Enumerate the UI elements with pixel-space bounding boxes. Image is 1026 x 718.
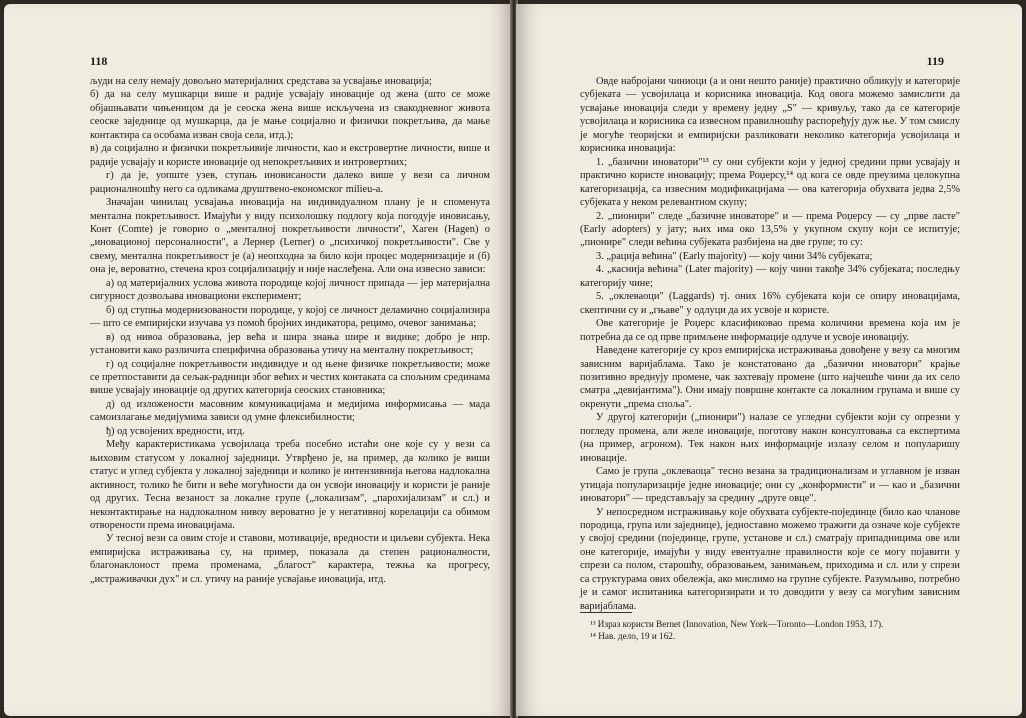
footnote-divider: [580, 612, 632, 613]
right-page: [516, 4, 1022, 716]
paragraph: 2. „пионири" следе „базичне иноваторе" и — према Роџерсу — су „прве ласте" (Early adopters) у јату; њих има око 13,5% у укупном скупу који се испитује; „пионире" следи већина субјеката разбијена на две групе; то су:: [580, 210, 960, 249]
paragraph: б) да на селу мушкарци више и радије усвајају иновације од жена (што се може објашњавати чињеницом да је сеоска жена више искључена из свакодневног живота сеоске заједнице од мушкарца, да је мање социјално и физички покретљива, да мање контактира са особама изван своја села, итд.);: [90, 89, 490, 141]
paragraph: У другој категорији („пионири") налазе се угледни субјекти који су опрезни у погледу промена, али желе иновације, поготову након консултовања са експертима (на пример, агроном). Тек након њих информације излазу селом и популаришу иновације.: [580, 412, 960, 464]
paragraph: Ове категорије је Роџерс класификовао према количини времена која им је потребна да се од прве примљене информације одлуче и усвоје иновацију.: [580, 318, 960, 343]
left-page: [4, 4, 512, 716]
paragraph: д) од изложености масовним комуникацијама и медијима информисања — мада самоизлагање медијумима зависи од умне флексибилности;: [90, 398, 490, 424]
paragraph: У тесној вези са овим стоје и ставови, мотивације, вредности и циљеви субјекта. Нека емпиријска истраживања су, на пример, показала да степен рационалности, благонаклоност према променама, „благост" карактера, тежња ка прогресу, „истраживачки дух" и сл. утичу на раније усвајање иновација, итд.: [90, 533, 490, 585]
paragraph: 5. „оклеваоци" (Laggards) тј. оних 16% субјеката који се опиру иновацијама, скептични су и „гњаве" у одлуци да их усвоје и користе.: [580, 291, 960, 316]
paragraph: 4. „каснија већина" (Later majority) — коју чини такође 34% субјеката; последњу категорију чине;: [580, 264, 960, 289]
paragraph: г) од социјалне покретљивости индивидуе и од њене физичке покретљивости; може се претпоставити да сељак-радници због већих и честих контаката са спољним срединама више усвајају иновације од других категорија сеоских становника;: [90, 358, 490, 397]
paragraph: 1. „базични иноватори"¹³ су они субјекти који у једној средини први усвајају и практично користе иновацију; према Роџерсу,¹⁴ од кога се овде преузима целокупна категоризација, са извесним модификацијама — ова категорија обухвата једва 2,5% субјеката у неком релевантном скупу;: [580, 156, 960, 209]
paragraph: Значајан чинилац усвајања иновација на индивидуалном плану је и споменута ментална покретљивост. Имајући у виду психолошку подлогу која погодује иновисању, Конт (Comte) је говорио о „менталној покретљивости личности", Хаген (Hagen) о „иновационој персоналности", а Лернер (Lerner) о „психичкој покретљивости". Све у свему, ментална покретљивост је (а) неопходна за било који процес модернизације и (б) она је, вероватно, стечена кроз социјализацију и није наслеђена. Али она извесно зависи:: [90, 197, 490, 276]
paragraph: људи на селу немају довољно материјалних средстава за усвајање иновација;: [90, 76, 432, 87]
paragraph: У непосредном истраживању које обухвата субјекте-појединце (било као чланове породица, група или заједнице), једноставно можемо тражити да означе које субјекте у својој средини (појединце, групе, установе и сл.) сматрају припадницима ове или оне категорије, имајући у виду евентуалне правилности које се могу појавити у спрези са полом, старошћу, образовањем, занимањем, приходима и сл. или у спрези са структурама ових обележја, ако мислимо на групне субјекте. Разумљиво, потребно је и самог испитаника категоризирати и то доводити у везу са могућим зависним варијаблама.: [580, 506, 960, 612]
footnotes: [580, 618, 960, 642]
paragraph: 3. „рација већина" (Early majority) — коју чини 34% субјеката;: [596, 250, 873, 262]
paragraph: Само је група „оклеваоца" тесно везана за традиционализам и углавном је изван утицаја популаризације једне иновације; они су „конформисти" и — као и „базични иноватори" — представљају за средину „друге овце".: [580, 466, 960, 505]
paragraph: Међу карактеристикама усвојилаца треба посебно истаћи оне које су у вези са њиховим статусом у локалној заједници. Утврђено је, на пример, да колико је виши статус и углед субјекта у локалној заједници и колико је интензивнија његова надлокална активност, толико ће бити и веће могућности да он усвоји иновацију и користи је раније од других. Тесна везаност за локалне групе („локализам", „парохијализам" и сл.) и неконтактирање на надлокалном нивоу вероватно је у негативној корелацији са обимом отворености према иновацијама.: [90, 439, 490, 531]
paragraph: г) да је, уопште узев, ступањ иновисаности далеко више у вези са личном рационалношћу него са одликама друштвено-економског milieu-a.: [90, 170, 490, 195]
paragraph: б) од ступња модернизованости породице, у којој се личност деламично социјализира — што се емпиријски изучава уз помоћ бројних индикатора, рецимо, очевог занимања;: [90, 304, 490, 330]
page-number: 119: [926, 54, 944, 68]
page-number: 118: [90, 54, 108, 68]
footnote: ¹³ Израз користи Bernet (Innovation, New York—Toronto—London 1953, 17).: [590, 619, 884, 629]
footnote: ¹⁴ Нав. дело, 19 и 162.: [590, 631, 676, 641]
left-page-body: [90, 75, 490, 586]
paragraph: Овде набројани чиниоци (а и они нешто раније) практично обликују и категорије субјеката — усвојилаца и корисника иновација. Код овога можемо замислити да усвајање иновација следи у времену једну „S" — кривуљу, тако да се категорије усвојилаца и корисника са извесном правилношћу распоређују дуж ње. У том смислу је могуће теоријски и емпиријски разликовати неколико категорија усвојилаца и корисника иновација:: [580, 76, 960, 155]
paragraph: а) од материјалних услова живота породице којој личност припада — јер материјална сигурност дозвољава иновациони експеримент;: [90, 277, 490, 303]
paragraph: Наведене категорије су кроз емпиријска истраживања довођене у везу са многим зависним варијаблама. Тако је констатовано да „базични иноватори" крајње позитивно вреднују промене, чак захтевају промене (што најчешће чини да их село сматра „девијантима"). Они имају површне контакте са локалним групама и више су окренути „према споља".: [580, 345, 960, 410]
paragraph: в) од нивоа образовања, јер већа и шира знања шире и видике; добро је нпр. установити како различита специфична образовања утичу на менталну покретљивост;: [90, 331, 490, 357]
paragraph: в) да социјално и физички покретљивије личности, као и екстровертне личности, више и радије усвајају и користе иновације од непокретљивих и интровертних;: [90, 143, 490, 168]
paragraph: ђ) од усвојених вредности, итд.: [106, 425, 245, 437]
right-page-body: [580, 75, 960, 613]
